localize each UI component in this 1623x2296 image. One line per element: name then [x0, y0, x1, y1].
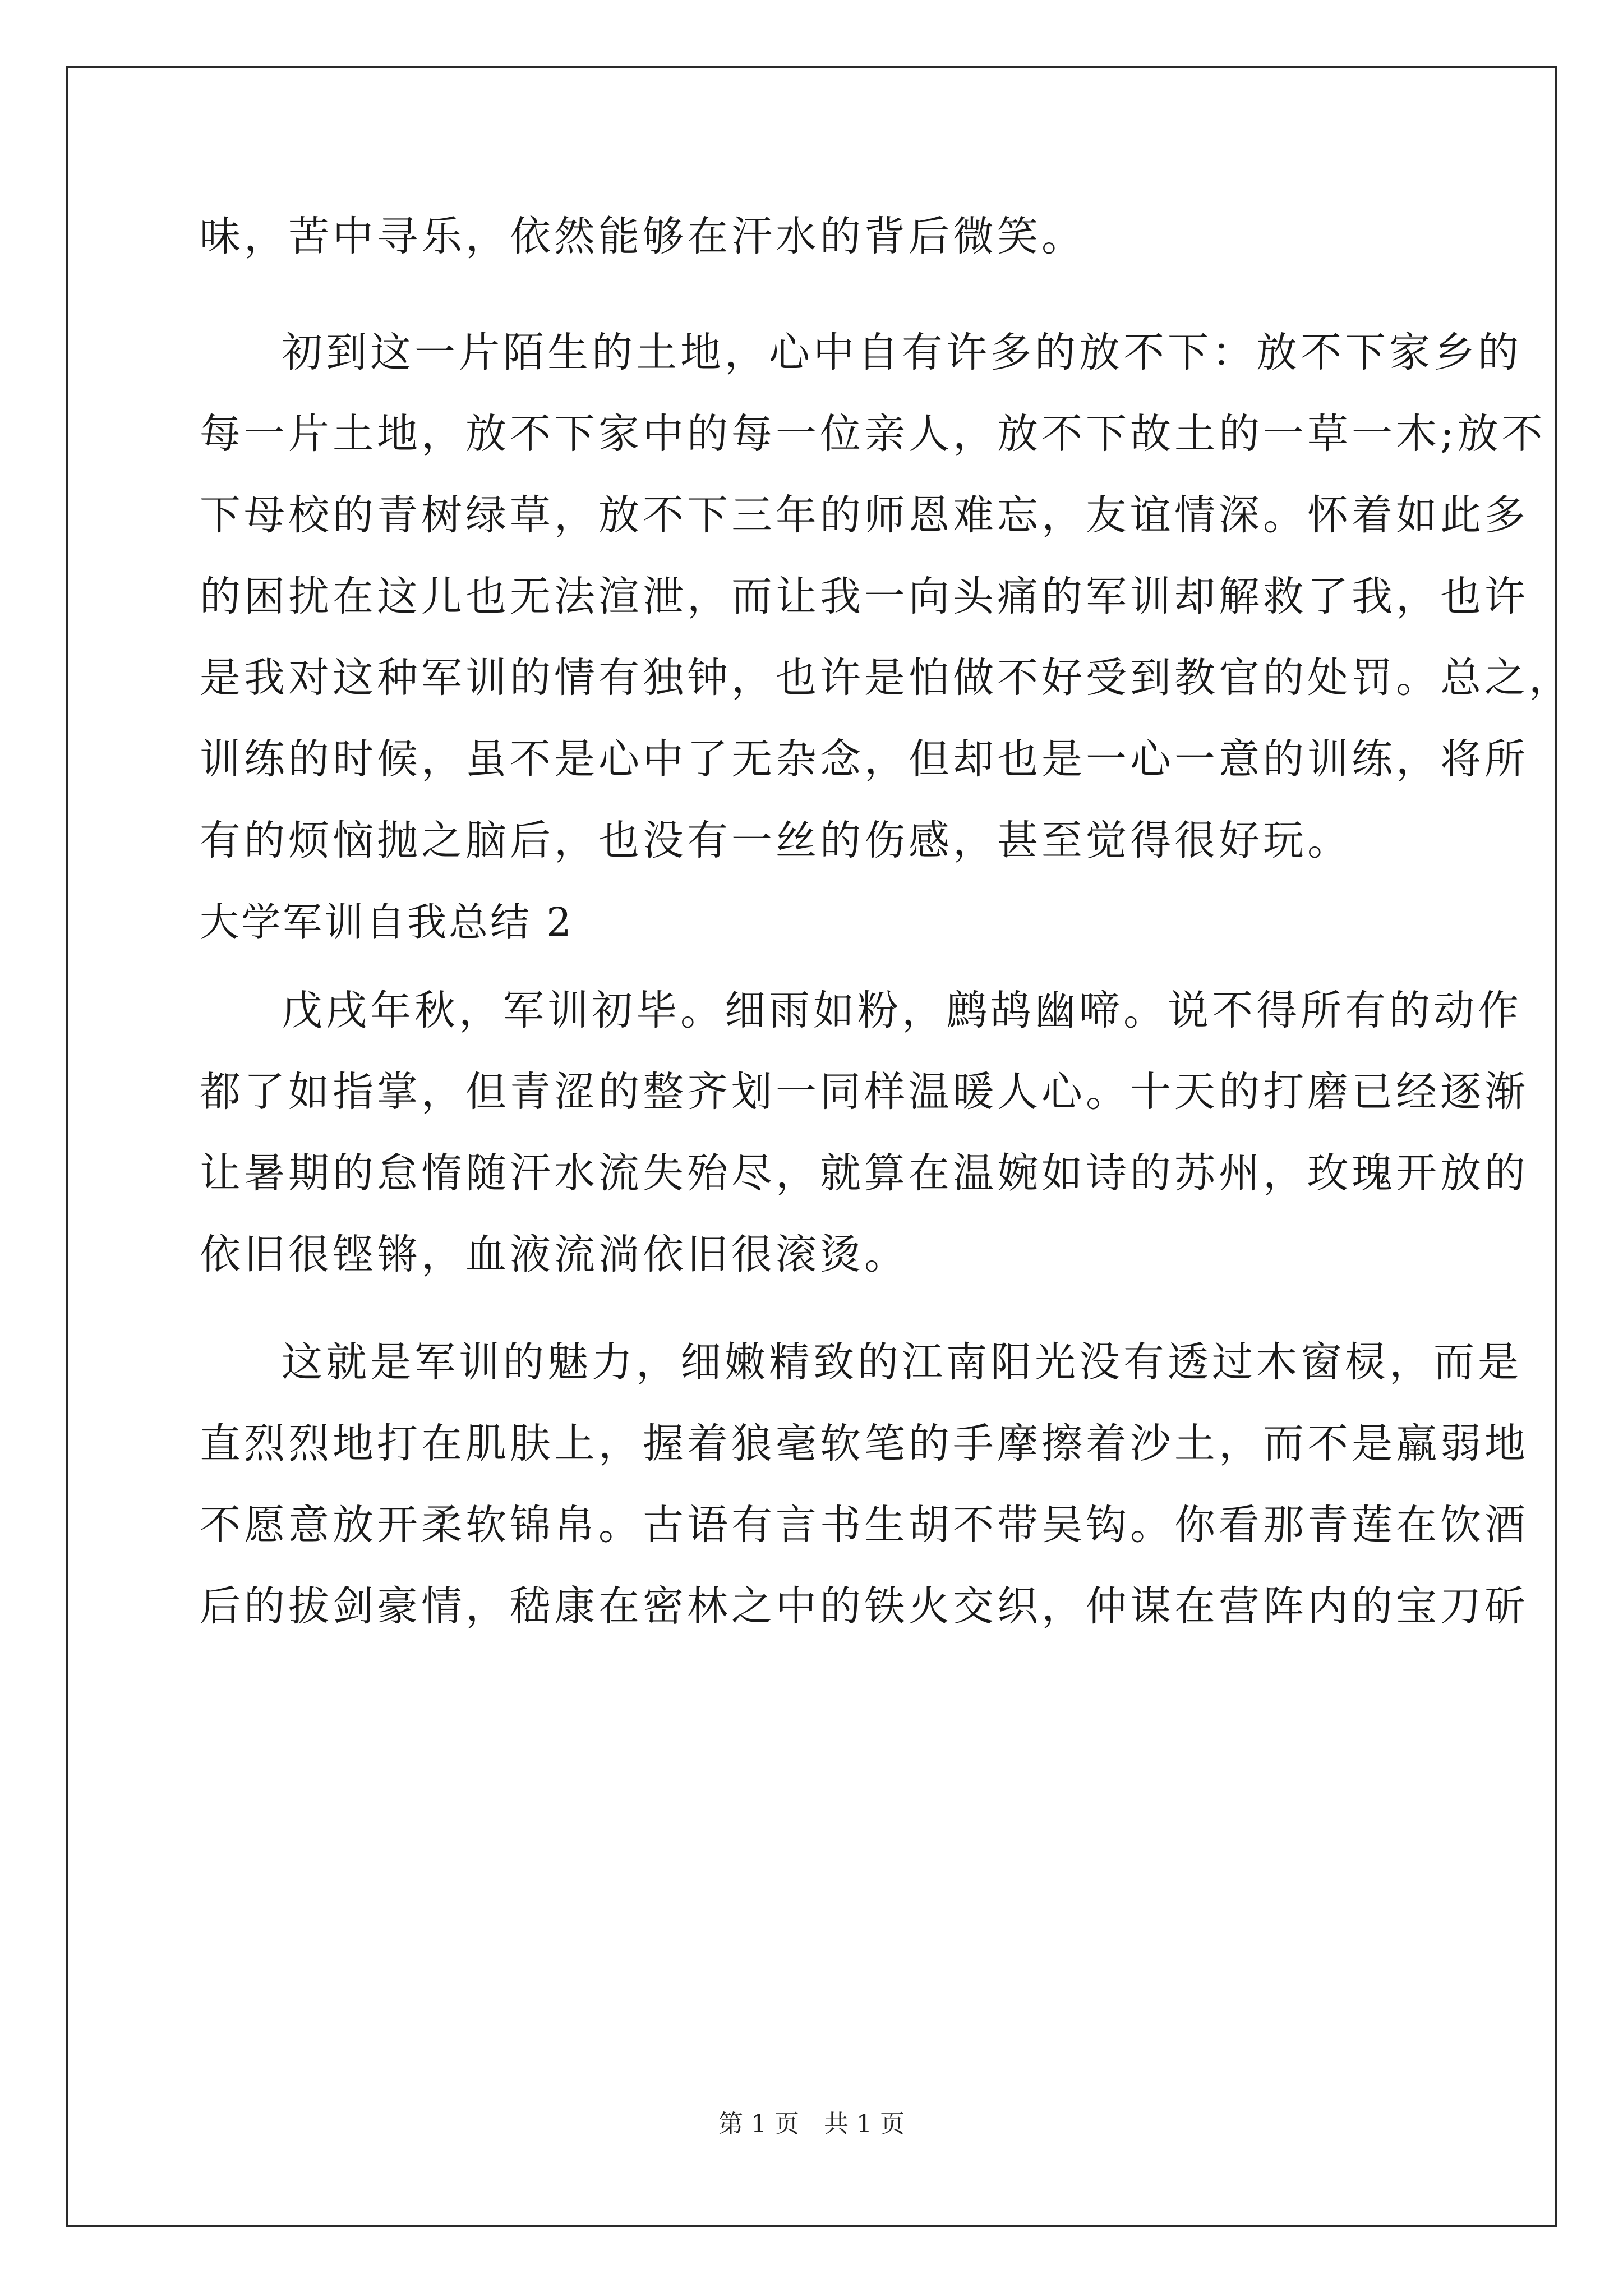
text-line: 都了如指掌，但青涩的整齐划一同样温暖人心。十天的打磨已经逐渐	[200, 1068, 1529, 1116]
text-line: 依旧很铿锵，血液流淌依旧很滚烫。	[200, 1231, 909, 1278]
paragraph-start: 初到这一片陌生的土地，心中自有许多的放不下：放不下家乡的	[282, 329, 1522, 376]
text-line: 让暑期的怠惰随汗水流失殆尽，就算在温婉如诗的苏州，玫瑰开放的	[200, 1149, 1529, 1197]
text-line: 后的拔剑豪情，嵇康在密林之中的铁火交织，仲谋在营阵内的宝刀斫	[200, 1582, 1529, 1630]
text-line: 味，苦中寻乐，依然能够在汗水的背后微笑。	[200, 213, 1086, 260]
paragraph-start: 戊戌年秋，军训初毕。细雨如粉，鹧鸪幽啼。说不得所有的动作	[282, 987, 1522, 1034]
page-footer: 第 1 页 共 1 页	[718, 2110, 905, 2138]
text-line: 有的烦恼抛之脑后，也没有一丝的伤感，甚至觉得很好玩。	[200, 817, 1352, 864]
paragraph-start: 这就是军训的魅力，细嫩精致的江南阳光没有透过木窗棂，而是	[282, 1338, 1522, 1386]
text-line: 下母校的青树绿草，放不下三年的师恩难忘，友谊情深。怀着如此多	[200, 491, 1529, 539]
text-line: 直烈烈地打在肌肤上，握着狼毫软笔的手摩擦着沙土，而不是羸弱地	[200, 1420, 1529, 1467]
text-line: 的困扰在这儿也无法渲泄，而让我一向头痛的军训却解救了我，也许	[200, 573, 1529, 620]
text-line: 每一片土地，放不下家中的每一位亲人，放不下故土的一草一木;放不	[200, 410, 1546, 458]
text-line: 不愿意放开柔软锦帛。古语有言书生胡不带吴钩。你看那青莲在饮酒	[200, 1501, 1529, 1549]
text-line: 训练的时候，虽不是心中了无杂念，但却也是一心一意的训练，将所	[200, 735, 1529, 783]
section-heading: 大学军训自我总结 2	[200, 899, 574, 945]
text-line: 是我对这种军训的情有独钟，也许是怕做不好受到教官的处罚。总之，	[200, 654, 1573, 702]
